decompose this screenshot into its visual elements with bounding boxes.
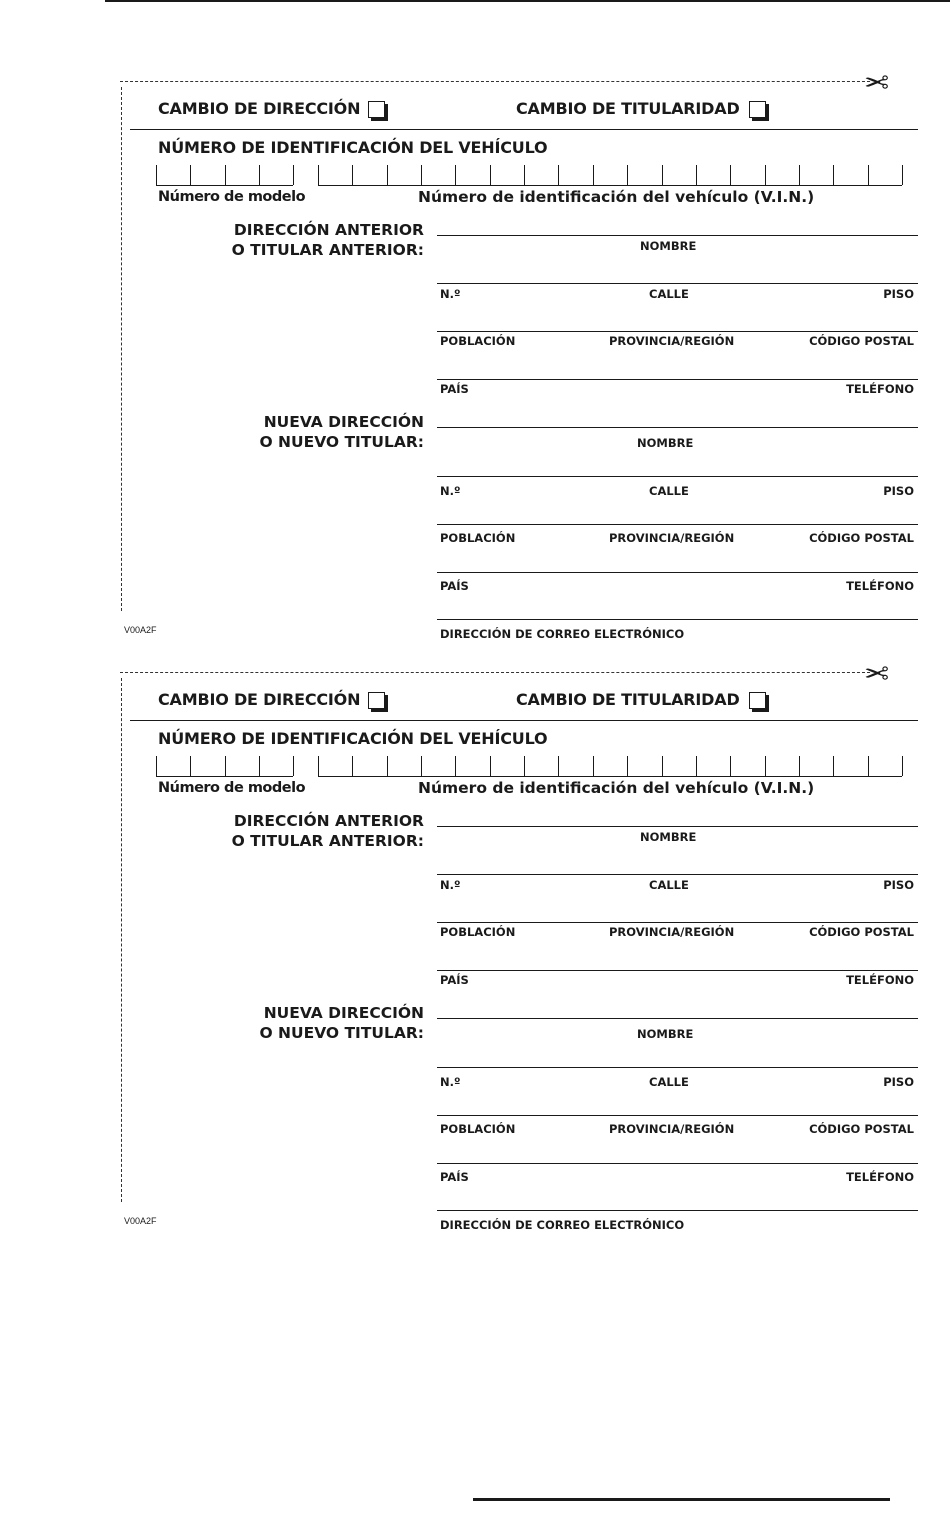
address-change-card bbox=[0, 657, 950, 1242]
change-owner-label: CAMBIO DE TITULARIDAD bbox=[516, 99, 740, 118]
name-label: NOMBRE bbox=[637, 436, 694, 450]
name-label: NOMBRE bbox=[640, 830, 697, 844]
new-heading-line1: NUEVA DIRECCIÓN bbox=[263, 1004, 424, 1022]
vin-label: Número de identificación del vehículo (V.I.N.) bbox=[418, 779, 815, 797]
country-label: PAÍS bbox=[440, 1170, 469, 1184]
previous-heading-line2: O TITULAR ANTERIOR: bbox=[231, 832, 424, 850]
floor-label: PISO bbox=[883, 287, 914, 301]
model-number-boxes[interactable] bbox=[156, 756, 293, 777]
previous-street-line[interactable] bbox=[437, 874, 918, 875]
email-label: DIRECCIÓN DE CORREO ELECTRÓNICO bbox=[440, 1218, 685, 1232]
province-label: PROVINCIA/REGIÓN bbox=[609, 1122, 735, 1136]
street-label: CALLE bbox=[649, 287, 689, 301]
new-street-line[interactable] bbox=[437, 476, 918, 477]
city-label: POBLACIÓN bbox=[440, 531, 516, 545]
scissors-icon: ✂ bbox=[864, 66, 890, 101]
postal-code-label: CÓDIGO POSTAL bbox=[809, 334, 914, 348]
street-label: CALLE bbox=[649, 878, 689, 892]
city-label: POBLACIÓN bbox=[440, 334, 516, 348]
cut-line-left bbox=[121, 87, 122, 611]
province-label: PROVINCIA/REGIÓN bbox=[609, 925, 735, 939]
form-code: V00A2F bbox=[124, 1216, 157, 1226]
postal-code-label: CÓDIGO POSTAL bbox=[809, 1122, 914, 1136]
new-country-line[interactable] bbox=[437, 572, 918, 573]
previous-city-line[interactable] bbox=[437, 922, 918, 923]
floor-label: PISO bbox=[883, 484, 914, 498]
vin-section-title: NÚMERO DE IDENTIFICACIÓN DEL VEHÍCULO bbox=[158, 138, 548, 157]
cut-line-top bbox=[120, 672, 870, 673]
cut-line-top bbox=[120, 81, 870, 82]
change-owner-checkbox[interactable] bbox=[749, 101, 766, 118]
street-label: CALLE bbox=[649, 1075, 689, 1089]
email-label: DIRECCIÓN DE CORREO ELECTRÓNICO bbox=[440, 627, 685, 641]
floor-label: PISO bbox=[883, 1075, 914, 1089]
new-city-line[interactable] bbox=[437, 524, 918, 525]
number-label: N.º bbox=[440, 287, 461, 301]
number-label: N.º bbox=[440, 1075, 461, 1089]
number-label: N.º bbox=[440, 484, 461, 498]
new-heading-line2: O NUEVO TITULAR: bbox=[259, 1024, 424, 1042]
new-email-line[interactable] bbox=[437, 1210, 918, 1211]
previous-name-line[interactable] bbox=[437, 235, 918, 236]
province-label: PROVINCIA/REGIÓN bbox=[609, 531, 735, 545]
change-address-label: CAMBIO DE DIRECCIÓN bbox=[158, 99, 361, 118]
city-label: POBLACIÓN bbox=[440, 1122, 516, 1136]
phone-label: TELÉFONO bbox=[846, 973, 914, 987]
change-address-label: CAMBIO DE DIRECCIÓN bbox=[158, 690, 361, 709]
previous-city-line[interactable] bbox=[437, 331, 918, 332]
phone-label: TELÉFONO bbox=[846, 382, 914, 396]
scissors-icon: ✂ bbox=[864, 657, 890, 692]
vin-section-title: NÚMERO DE IDENTIFICACIÓN DEL VEHÍCULO bbox=[158, 729, 548, 748]
floor-label: PISO bbox=[883, 878, 914, 892]
new-email-line[interactable] bbox=[437, 619, 918, 620]
change-owner-checkbox[interactable] bbox=[749, 692, 766, 709]
vin-boxes[interactable] bbox=[318, 165, 902, 186]
new-city-line[interactable] bbox=[437, 1115, 918, 1116]
header-rule bbox=[105, 0, 950, 2]
number-label: N.º bbox=[440, 878, 461, 892]
province-label: PROVINCIA/REGIÓN bbox=[609, 334, 735, 348]
new-name-line[interactable] bbox=[437, 1018, 918, 1019]
previous-heading-line2: O TITULAR ANTERIOR: bbox=[231, 241, 424, 259]
vin-label: Número de identificación del vehículo (V.I.N.) bbox=[418, 188, 815, 206]
previous-country-line[interactable] bbox=[437, 970, 918, 971]
new-street-line[interactable] bbox=[437, 1067, 918, 1068]
new-owner-heading bbox=[200, 412, 424, 452]
model-number-label: Número de modelo bbox=[158, 780, 306, 796]
model-number-boxes[interactable] bbox=[156, 165, 293, 186]
country-label: PAÍS bbox=[440, 579, 469, 593]
previous-heading-line1: DIRECCIÓN ANTERIOR bbox=[233, 221, 424, 239]
cut-line-left bbox=[121, 678, 122, 1202]
new-heading-line2: O NUEVO TITULAR: bbox=[259, 433, 424, 451]
change-address-checkbox[interactable] bbox=[368, 692, 385, 709]
phone-label: TELÉFONO bbox=[846, 1170, 914, 1184]
name-label: NOMBRE bbox=[637, 1027, 694, 1041]
previous-name-line[interactable] bbox=[437, 826, 918, 827]
street-label: CALLE bbox=[649, 484, 689, 498]
postal-code-label: CÓDIGO POSTAL bbox=[809, 925, 914, 939]
form-code: V00A2F bbox=[124, 625, 157, 635]
previous-owner-heading bbox=[200, 220, 424, 260]
new-name-line[interactable] bbox=[437, 427, 918, 428]
postal-code-label: CÓDIGO POSTAL bbox=[809, 531, 914, 545]
city-label: POBLACIÓN bbox=[440, 925, 516, 939]
country-label: PAÍS bbox=[440, 973, 469, 987]
header-divider bbox=[130, 720, 918, 721]
previous-owner-heading bbox=[200, 811, 424, 851]
new-owner-heading bbox=[200, 1003, 424, 1043]
previous-street-line[interactable] bbox=[437, 283, 918, 284]
header-divider bbox=[130, 129, 918, 130]
previous-heading-line1: DIRECCIÓN ANTERIOR bbox=[233, 812, 424, 830]
model-number-label: Número de modelo bbox=[158, 189, 306, 205]
name-label: NOMBRE bbox=[640, 239, 697, 253]
footer-rule bbox=[473, 1498, 890, 1501]
change-owner-label: CAMBIO DE TITULARIDAD bbox=[516, 690, 740, 709]
vin-boxes[interactable] bbox=[318, 756, 902, 777]
new-heading-line1: NUEVA DIRECCIÓN bbox=[263, 413, 424, 431]
previous-country-line[interactable] bbox=[437, 379, 918, 380]
change-address-checkbox[interactable] bbox=[368, 101, 385, 118]
phone-label: TELÉFONO bbox=[846, 579, 914, 593]
country-label: PAÍS bbox=[440, 382, 469, 396]
new-country-line[interactable] bbox=[437, 1163, 918, 1164]
address-change-card bbox=[0, 66, 950, 651]
